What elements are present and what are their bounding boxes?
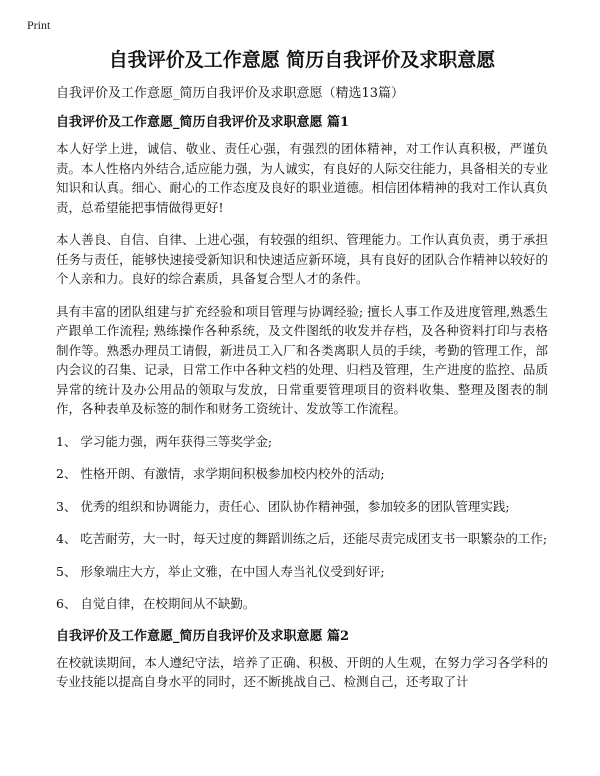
document-subtitle: 自我评价及工作意愿_简历自我评价及求职意愿（精选13篇）	[56, 86, 405, 101]
paragraph: 本人善良、自信、自律、上进心强，有较强的组织、管理能力。工作认真负责，勇于承担任务与责任，能够快速接受新知识和快速适应新环境，具有良好的团队合作精神以较好的个人亲和力。良好的综合素质，具备复合型人才的条件。	[56, 232, 548, 286]
list-item: 2、 性格开朗、有激情，求学期间积极参加校内校外的活动;	[56, 466, 385, 481]
paragraph: 本人好学上进，诚信、敬业、责任心强，有强烈的团体精神，对工作认真积极，严谨负责。本人性格内外结合,适应能力强，为人诚实，有良好的人际交往能力，具备相关的专业知识和认真。细心、耐心的工作态度及良好的职业道德。相信团体精神的我对工作认真负责，总希望能把事情做得更好!	[56, 141, 548, 215]
section-heading-2: 自我评价及工作意愿_简历自我评价及求职意愿 篇2	[56, 628, 350, 644]
list-item: 5、 形象端庄大方，举止文雅，在中国人寿当礼仪受到好评;	[56, 563, 385, 579]
list-item: 6、 自觉自律，在校期间从不缺勤。	[56, 596, 256, 611]
document	[56, 48, 548, 705]
list-item: 3、 优秀的组织和协调能力，责任心、团队协作精神强，参加较多的团队管理实践;	[56, 498, 510, 514]
paragraph: 具有丰富的团队组建与扩充经验和项目管理与协调经验; 擅长人事工作及进度管理,熟悉生产跟单工作流程; 熟练操作各种系统，及文件图纸的收发并存档，及各种资料打印与表格制作等。熟悉办理员工请假，新进员工入厂和各类离职人员的手续，考勤的管理工作，部内会议的召集、记录，日常工作中各种文档的处理、归档及管理，生产进度的监控、品质异常的统计及办公用品的领取与发放，日常重要管理项目的资料收集、整理及图表的制作，各种表单及标签的制作和财务工资统计、发放等工作流程。	[56, 303, 548, 416]
paragraph: 在校就读期间，本人遵纪守法，培养了正确、积极、开朗的人生观，在努力学习各学科的专业技能以提高自身水平的同时，还不断挑战自己、检测自己，还考取了计	[56, 654, 548, 689]
print-link[interactable]: Print	[27, 18, 51, 32]
page-title: 自我评价及工作意愿 简历自我评价及求职意愿	[108, 49, 496, 71]
section-heading-1: 自我评价及工作意愿_简历自我评价及求职意愿 篇1	[56, 115, 350, 130]
list-item: 4、 吃苦耐劳，大一时，每天过度的舞蹈训练之后，还能尽责完成团支书一职繁杂的工作;	[56, 531, 548, 546]
list-item: 1、 学习能力强，两年获得三等奖学金;	[56, 433, 273, 449]
